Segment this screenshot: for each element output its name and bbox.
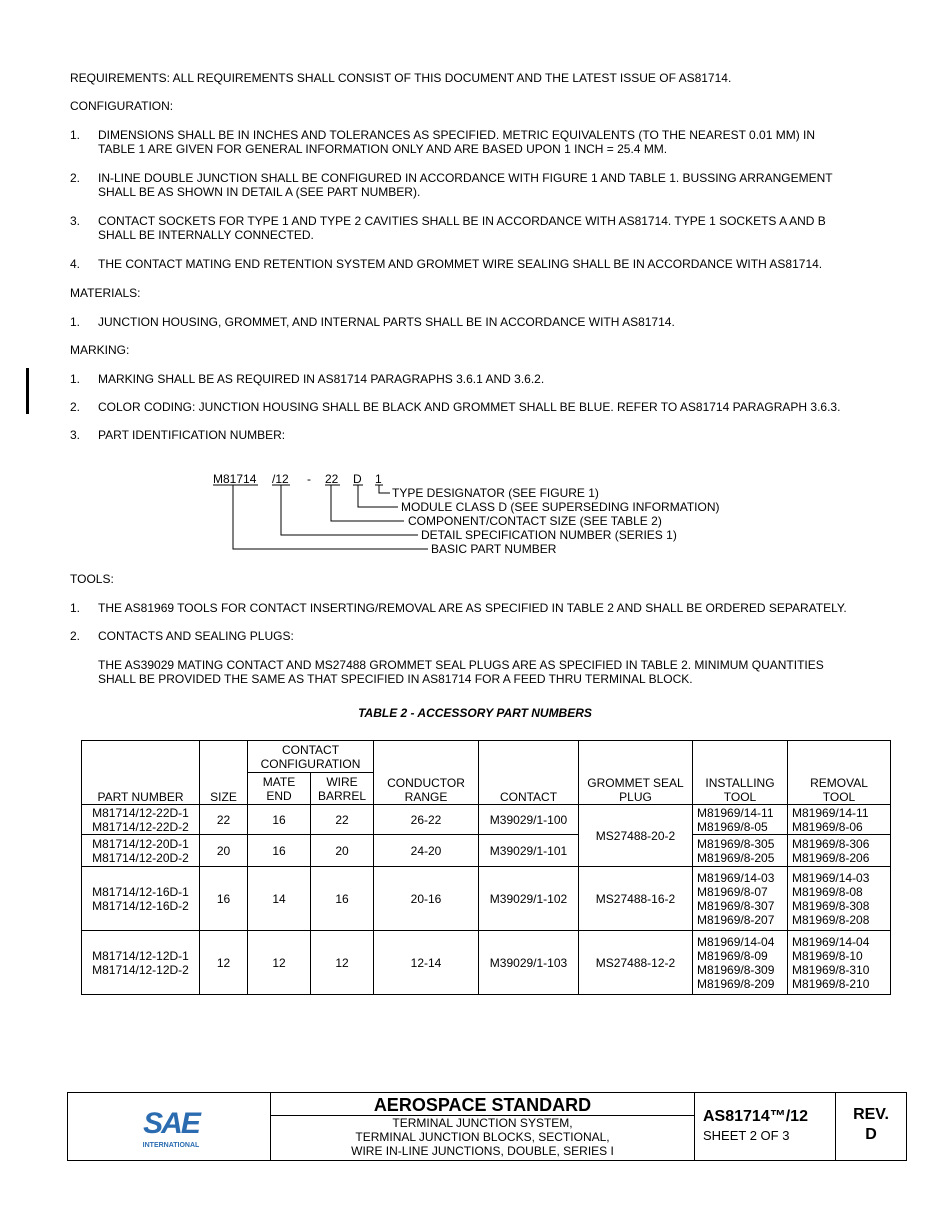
cell-size: 20 xyxy=(200,835,248,867)
part-number-diagram xyxy=(0,0,950,600)
materials-heading: MATERIALS: xyxy=(70,286,141,300)
pn-label-type: TYPE DESIGNATOR (SEE FIGURE 1) xyxy=(392,486,599,500)
marking-item-2: COLOR CODING: JUNCTION HOUSING SHALL BE BLACK AND GROMMET SHALL BE BLUE. REFER TO AS81714 PARAGRAPH 3.6.3. xyxy=(98,400,841,414)
item-number: 1. xyxy=(70,128,81,142)
item-number: 4. xyxy=(70,257,81,271)
accessory-table xyxy=(81,740,891,995)
cell-install: M81969/14-03 M81969/8-07 M81969/8-307 M81969/8-207 xyxy=(693,867,788,931)
sae-logo-icon xyxy=(136,1101,206,1151)
header-part-number: PART NUMBER xyxy=(82,741,200,805)
svg-text:INTERNATIONAL: INTERNATIONAL xyxy=(142,1142,200,1149)
cell-mate: 12 xyxy=(248,931,311,995)
header-mate-end: MATE END xyxy=(248,773,311,805)
item-line: IN-LINE DOUBLE JUNCTION SHALL BE CONFIGURED IN ACCORDANCE WITH FIGURE 1 AND TABLE 1. BUSSING ARRANGEMENT xyxy=(98,171,833,185)
cell-range: 20-16 xyxy=(374,867,479,931)
pn-label-detail: DETAIL SPECIFICATION NUMBER (SERIES 1) xyxy=(421,528,677,542)
cell-contact: M39029/1-100 xyxy=(479,805,579,835)
pn-size: 22 xyxy=(325,472,339,486)
tools-item-1: THE AS81969 TOOLS FOR CONTACT INSERTING/REMOVAL ARE AS SPECIFIED IN TABLE 2 AND SHALL BE ORDERED SEPARATELY. xyxy=(98,601,847,615)
header-size: SIZE xyxy=(200,741,248,805)
cell-mate: 16 xyxy=(248,805,311,835)
cell-wire: 12 xyxy=(311,931,374,995)
configuration-heading: CONFIGURATION: xyxy=(70,99,174,113)
cell-mate: 14 xyxy=(248,867,311,931)
cell-grommet: MS27488-12-2 xyxy=(579,931,693,995)
cell-removal: M81969/8-306 M81969/8-206 xyxy=(788,835,891,867)
title-block xyxy=(67,1092,907,1161)
header-installing: INSTALLING TOOL xyxy=(693,741,788,805)
cell-range: 26-22 xyxy=(374,805,479,835)
item-line: TABLE 1 ARE GIVEN FOR GENERAL INFORMATION ONLY AND ARE BASED UPON 1 INCH = 25.4 MM. xyxy=(98,142,668,156)
item-number: 3. xyxy=(70,214,81,228)
tools-heading: TOOLS: xyxy=(70,572,114,586)
document-subtitle: TERMINAL JUNCTION SYSTEM, TERMINAL JUNCTION BLOCKS, SECTIONAL, WIRE IN-LINE JUNCTIONS, DOUBLE, SERIES I xyxy=(351,1116,614,1158)
pn-class: D xyxy=(353,472,362,486)
item-line: THE CONTACT MATING END RETENTION SYSTEM AND GROMMET WIRE SEALING SHALL BE IN ACCORDANCE WITH AS81714. xyxy=(98,257,823,271)
header-grommet: GROMMET SEAL PLUG xyxy=(579,741,693,805)
cell-removal: M81969/14-03 M81969/8-08 M81969/8-308 M81969/8-208 xyxy=(788,867,891,931)
document-number: AS81714™/12 xyxy=(703,1108,808,1125)
cell-install: M81969/8-305 M81969/8-205 xyxy=(693,835,788,867)
header-removal: REMOVAL TOOL xyxy=(788,741,891,805)
table-caption: TABLE 2 - ACCESSORY PART NUMBERS xyxy=(358,706,592,720)
cell-wire: 20 xyxy=(311,835,374,867)
item-line: SHALL BE AS SHOWN IN DETAIL A (SEE PART NUMBER). xyxy=(98,185,421,199)
table-row xyxy=(82,867,891,931)
marking-heading: MARKING: xyxy=(70,343,130,357)
revision: REV. D xyxy=(853,1106,889,1143)
svg-text:SAE: SAE xyxy=(143,1107,199,1140)
cell-grommet: MS27488-16-2 xyxy=(579,867,693,931)
doc-number-cell xyxy=(695,1093,836,1160)
item-number: 1. xyxy=(70,372,81,386)
tools-item-2: CONTACTS AND SEALING PLUGS: xyxy=(98,629,294,643)
cell-size: 12 xyxy=(200,931,248,995)
item-line: DIMENSIONS SHALL BE IN INCHES AND TOLERANCES AS SPECIFIED. METRIC EQUIVALENTS (TO THE NEAREST 0.01 MM) IN xyxy=(98,128,816,142)
pn-detail: /12 xyxy=(272,472,289,486)
tools-paragraph-line: SHALL BE PROVIDED THE SAME AS THAT SPECIFIED IN AS81714 FOR A FEED THRU TERMINAL BLOCK. xyxy=(98,672,693,686)
cell-contact: M39029/1-103 xyxy=(479,931,579,995)
cell-mate: 16 xyxy=(248,835,311,867)
cell-install: M81969/14-11 M81969/8-05 xyxy=(693,805,788,835)
standard-title: AEROSPACE STANDARD xyxy=(271,1093,694,1116)
marking-item-3: PART IDENTIFICATION NUMBER: xyxy=(98,428,286,442)
table-row xyxy=(82,931,891,995)
materials-item-1: JUNCTION HOUSING, GROMMET, AND INTERNAL PARTS SHALL BE IN ACCORDANCE WITH AS81714. xyxy=(98,315,675,329)
cell-removal: M81969/14-11 M81969/8-06 xyxy=(788,805,891,835)
item-number: 2. xyxy=(70,400,81,414)
item-number: 1. xyxy=(70,601,81,615)
title-cell xyxy=(271,1093,695,1160)
table-row xyxy=(82,835,891,867)
cell-grommet: MS27488-20-2 xyxy=(579,805,693,867)
header-wire-barrel: WIRE BARREL xyxy=(311,773,374,805)
item-number: 1. xyxy=(70,315,81,329)
item-number: 3. xyxy=(70,428,81,442)
item-line: CONTACT SOCKETS FOR TYPE 1 AND TYPE 2 CAVITIES SHALL BE IN ACCORDANCE WITH AS81714. TYPE 1 SOCKETS A AND B xyxy=(98,214,826,228)
cell-part: M81714/12-16D-1 M81714/12-16D-2 xyxy=(82,867,200,931)
requirements-text: REQUIREMENTS: ALL REQUIREMENTS SHALL CONSIST OF THIS DOCUMENT AND THE LATEST ISSUE OF AS81714. xyxy=(70,71,732,85)
pn-label-class: MODULE CLASS D (SEE SUPERSEDING INFORMATION) xyxy=(401,500,720,514)
cell-wire: 22 xyxy=(311,805,374,835)
pn-label-size: COMPONENT/CONTACT SIZE (SEE TABLE 2) xyxy=(408,514,662,528)
pn-label-basic: BASIC PART NUMBER xyxy=(431,542,557,556)
cell-part: M81714/12-20D-1 M81714/12-20D-2 xyxy=(82,835,200,867)
header-row xyxy=(82,741,891,773)
marking-item-1: MARKING SHALL BE AS REQUIRED IN AS81714 PARAGRAPHS 3.6.1 AND 3.6.2. xyxy=(98,372,545,386)
cell-install: M81969/14-04 M81969/8-09 M81969/8-309 M81969/8-209 xyxy=(693,931,788,995)
cell-size: 16 xyxy=(200,867,248,931)
cell-contact: M39029/1-102 xyxy=(479,867,579,931)
cell-wire: 16 xyxy=(311,867,374,931)
tools-paragraph-line: THE AS39029 MATING CONTACT AND MS27488 GROMMET SEAL PLUGS ARE AS SPECIFIED IN TABLE 2. MINIMUM QUANTITIES xyxy=(98,658,824,672)
pn-basic: M81714 xyxy=(213,472,257,486)
pn-type: 1 xyxy=(375,472,382,486)
sheet-number: SHEET 2 OF 3 xyxy=(703,1128,790,1143)
item-number: 2. xyxy=(70,171,81,185)
revision-cell xyxy=(836,1093,906,1160)
header-conductor-range: CONDUCTOR RANGE xyxy=(374,741,479,805)
item-number: 2. xyxy=(70,629,81,643)
logo-cell xyxy=(68,1093,271,1160)
cell-part: M81714/12-22D-1 M81714/12-22D-2 xyxy=(82,805,200,835)
cell-removal: M81969/14-04 M81969/8-10 M81969/8-310 M81969/8-210 xyxy=(788,931,891,995)
cell-range: 24-20 xyxy=(374,835,479,867)
header-contact-config: CONTACT CONFIGURATION xyxy=(248,741,374,773)
cell-size: 22 xyxy=(200,805,248,835)
table-row xyxy=(82,805,891,835)
cell-range: 12-14 xyxy=(374,931,479,995)
cell-contact: M39029/1-101 xyxy=(479,835,579,867)
item-line: SHALL BE INTERNALLY CONNECTED. xyxy=(98,228,314,242)
header-contact: CONTACT xyxy=(479,741,579,805)
cell-part: M81714/12-12D-1 M81714/12-12D-2 xyxy=(82,931,200,995)
pn-dash: - xyxy=(307,472,311,486)
